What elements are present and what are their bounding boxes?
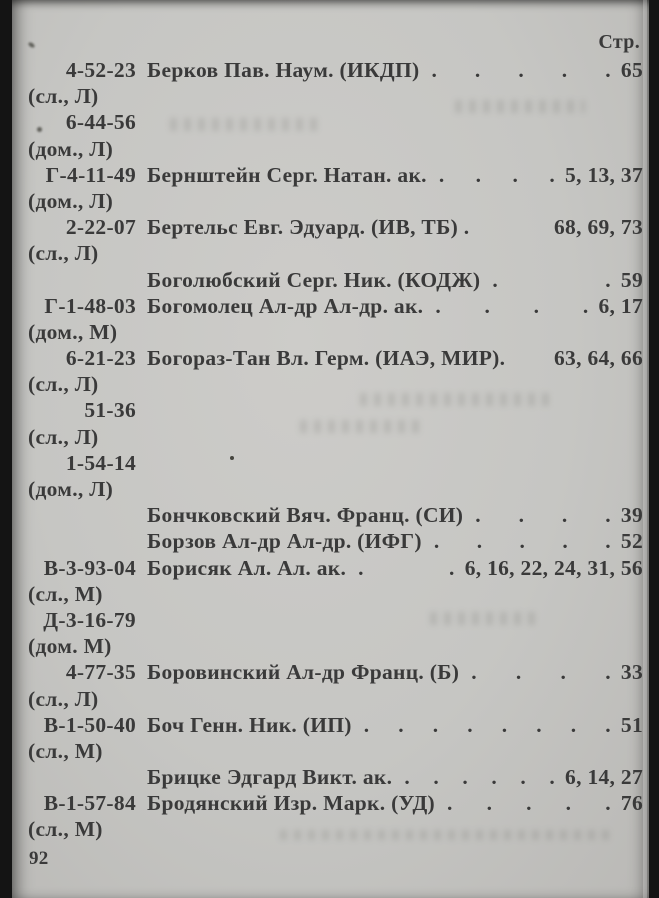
phone-cell: 51-36 xyxy=(84,398,136,423)
dot-leader: . . . . . xyxy=(431,58,611,82)
phone-cell: Г-4-11-49 xyxy=(45,162,136,187)
directory-row xyxy=(12,528,649,554)
entry-pages: 59 xyxy=(620,267,643,292)
phone-cell: 4-77-35 xyxy=(65,660,136,685)
phone-cell: Г-1-48-03 xyxy=(44,293,136,318)
dot-leader: . . . . xyxy=(471,660,611,685)
entry-pages: 63, 64, 66 xyxy=(554,346,643,371)
dot-leader: . . . . . . xyxy=(404,765,556,790)
phone-cell: 2-22-07 xyxy=(65,215,136,240)
stray-dot xyxy=(230,456,234,460)
entry-pages: 51 xyxy=(620,712,643,737)
dot-leader xyxy=(175,476,633,502)
dot-leader xyxy=(175,686,633,712)
entry-pages: 65 xyxy=(620,58,643,82)
phone-cell: 1-54-14 xyxy=(65,450,136,475)
directory-row xyxy=(12,57,649,83)
dot-leader: . . . . xyxy=(438,162,556,187)
entry-name: Бончковский Вяч. Франц. (СИ) xyxy=(147,503,464,528)
directory-entries xyxy=(12,57,649,843)
phone-cell: (дом., Л) xyxy=(28,136,114,161)
directory-row xyxy=(12,476,649,502)
dot-leader xyxy=(159,607,633,633)
dot-leader xyxy=(175,581,633,607)
entry-name: Бернштейн Серг. Натан. ак. xyxy=(147,162,427,187)
directory-row xyxy=(12,371,649,397)
dot-leader xyxy=(175,738,633,764)
bleedthrough-mark xyxy=(430,612,540,625)
dot-leader: . . . . . xyxy=(447,791,611,816)
phone-cell: (сл., М) xyxy=(28,817,103,842)
entry-pages: 68, 69, 73 xyxy=(554,215,643,240)
directory-row xyxy=(12,764,649,790)
phone-cell xyxy=(12,528,136,554)
directory-row xyxy=(12,345,649,371)
entry-pages: 76 xyxy=(620,791,643,816)
entry-name: Борзов Ал-др Ал-др. (ИФГ) xyxy=(147,529,422,554)
phone-cell: 6-21-23 xyxy=(65,346,136,371)
ink-speck xyxy=(37,127,42,132)
phone-cell: (сл., М) xyxy=(28,738,103,763)
phone-cell: 6-44-56 xyxy=(65,110,136,135)
phone-cell xyxy=(12,267,136,293)
dot-leader: . . . . . . . . xyxy=(363,712,611,737)
directory-row xyxy=(12,319,649,345)
entry-name: Боровинский Ал-др Франц. (Б) xyxy=(147,660,460,685)
dot-leader xyxy=(481,214,544,240)
directory-row xyxy=(12,659,649,685)
phone-cell: В-1-57-84 xyxy=(43,791,136,816)
directory-row xyxy=(12,450,649,476)
entry-pages: 39 xyxy=(620,503,643,528)
phone-cell: (дом., Л) xyxy=(28,477,114,501)
dot-leader: . . xyxy=(492,267,611,292)
dot-leader xyxy=(159,450,633,476)
dot-leader: . . xyxy=(358,555,455,580)
directory-row xyxy=(12,162,649,188)
entry-name: Боч Генн. Ник. (ИП) xyxy=(147,712,352,737)
directory-row xyxy=(12,267,649,293)
directory-row xyxy=(12,581,649,607)
entry-name: Борисяк Ал. Ал. ак. xyxy=(147,555,347,580)
phone-cell: (дом. М) xyxy=(28,634,112,659)
phone-cell: Д-3-16-79 xyxy=(43,607,136,632)
entry-name: Богораз-Тан Вл. Герм. (ИАЭ, МИР). xyxy=(147,346,506,371)
bleedthrough-mark xyxy=(170,118,320,131)
dot-leader xyxy=(175,136,633,162)
directory-row xyxy=(12,240,649,266)
phone-cell: (дом., Л) xyxy=(28,188,114,213)
entry-pages: 6, 14, 27 xyxy=(565,765,643,790)
dot-leader xyxy=(175,633,633,659)
page-column-header: Стр. xyxy=(598,31,640,53)
directory-row xyxy=(12,109,649,135)
entry-pages: 5, 13, 37 xyxy=(565,162,643,187)
entry-pages: 52 xyxy=(620,529,643,554)
dot-leader: . . . . . xyxy=(433,529,611,554)
directory-row xyxy=(12,633,649,659)
entry-pages: 33 xyxy=(620,660,643,685)
phone-cell: (сл., Л) xyxy=(28,84,99,109)
directory-row xyxy=(12,607,649,633)
dot-leader xyxy=(517,345,544,371)
directory-row xyxy=(12,214,649,240)
phone-cell: (сл., Л) xyxy=(28,686,99,711)
directory-row xyxy=(12,555,649,581)
entry-pages: 6, 17 xyxy=(598,293,643,318)
phone-cell: (дом., М) xyxy=(28,319,118,344)
bleedthrough-mark xyxy=(455,100,585,113)
dot-leader xyxy=(175,319,633,345)
page-number: 92 xyxy=(29,848,49,869)
dot-leader: . . . . xyxy=(435,293,589,318)
paper xyxy=(12,0,649,898)
phone-cell: (сл., М) xyxy=(28,581,103,606)
bleedthrough-mark xyxy=(300,420,420,433)
entry-name: Бертельс Евг. Эдуард. (ИВ, ТБ) . xyxy=(147,215,470,240)
directory-row xyxy=(12,293,649,319)
directory-row xyxy=(12,136,649,162)
phone-cell: 4-52-23 xyxy=(65,58,136,82)
phone-cell: (сл., Л) xyxy=(28,241,99,266)
directory-row xyxy=(12,790,649,816)
bleedthrough-mark xyxy=(360,393,550,406)
dot-leader: . . . . xyxy=(475,503,611,528)
entry-pages: 6, 16, 22, 24, 31, 56 xyxy=(464,555,643,580)
phone-cell: (сл., Л) xyxy=(28,372,99,397)
directory-row xyxy=(12,502,649,528)
entry-name: Боголюбский Серг. Ник. (КОДЖ) xyxy=(147,267,481,292)
directory-row xyxy=(12,686,649,712)
entry-name: Богомолец Ал-др Ал-др. ак. xyxy=(147,293,424,318)
dot-leader xyxy=(175,240,633,266)
directory-row xyxy=(12,712,649,738)
phone-cell: В-3-93-04 xyxy=(43,555,136,580)
dot-leader xyxy=(175,188,633,214)
entry-name: Брицке Эдгард Викт. ак. xyxy=(147,765,393,790)
entry-name: Бродянский Изр. Марк. (УД) xyxy=(147,791,436,816)
bleedthrough-mark xyxy=(280,830,610,840)
ink-speck xyxy=(27,41,35,48)
directory-row xyxy=(12,738,649,764)
phone-cell: В-1-50-40 xyxy=(43,712,136,737)
entry-name: Берков Пав. Наум. (ИКДП) xyxy=(147,58,420,82)
directory-row xyxy=(12,188,649,214)
phone-cell: (сл., Л) xyxy=(28,424,99,449)
phone-cell xyxy=(12,502,136,528)
phone-cell xyxy=(12,764,136,790)
